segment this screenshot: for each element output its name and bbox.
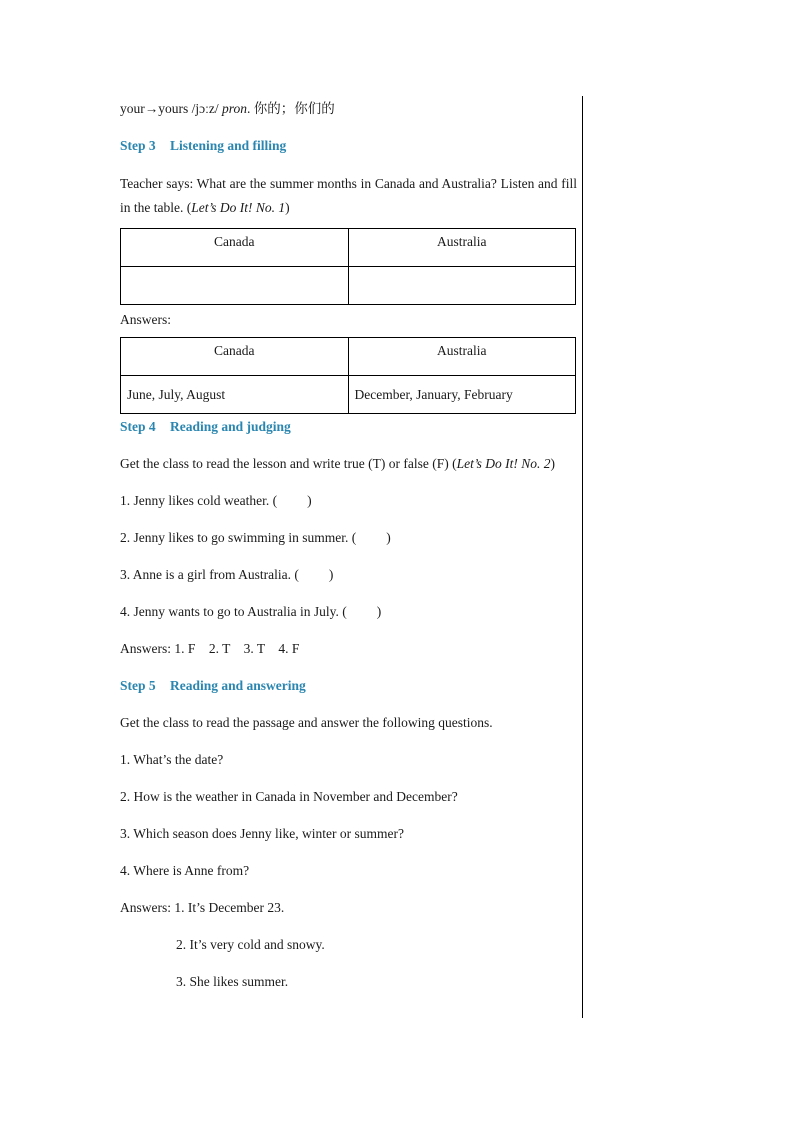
- vocab-line: [120, 98, 577, 120]
- fill-table-header: Canada: [121, 229, 349, 267]
- step3-instruction-text: Teacher says: What are the summer months in Canada and Australia? Listen and fill in the table. (: [120, 176, 577, 215]
- judge-item-close: ): [307, 493, 312, 508]
- answer-table-cell: December, January, February: [348, 376, 576, 414]
- vocab-meaning: . 你的；你们的: [247, 101, 335, 116]
- question-item: 3. Which season does Jenny like, winter or summer?: [120, 826, 404, 841]
- step3-heading: [120, 135, 577, 157]
- margin-rule: [582, 96, 583, 1018]
- lesson-content: [120, 98, 577, 1008]
- fill-table: [120, 228, 576, 305]
- judge-item-close: ): [376, 604, 382, 619]
- step4-number: Step 4: [120, 419, 156, 434]
- judge-item-text: 2. Jenny likes to go swimming in summer. (: [120, 530, 357, 545]
- step3-instruction-close: ): [285, 200, 290, 215]
- judge-item-text: 1. Jenny likes cold weather. (: [120, 493, 278, 508]
- step5-title: Reading and answering: [170, 678, 306, 693]
- fill-table-cell: [121, 267, 349, 305]
- step4-instruction-text: Get the class to read the lesson and write true (T) or false (F) (: [120, 456, 457, 471]
- judge-item-close: ): [386, 530, 391, 545]
- question-item: 1. What’s the date?: [120, 752, 224, 767]
- fill-table-cell: [348, 267, 576, 305]
- step3-title: Listening and filling: [170, 138, 287, 153]
- step3-answers-label: Answers:: [120, 312, 171, 327]
- step3-instruction: [120, 172, 577, 220]
- step4-reference: Let’s Do It! No. 2: [456, 456, 551, 471]
- fill-table-header: Australia: [348, 229, 576, 267]
- step5-answer-item: 2. It’s very cold and snowy.: [176, 937, 325, 952]
- step4-title: Reading and judging: [170, 419, 291, 434]
- step4-instruction: [120, 453, 577, 475]
- step3-reference: Let’s Do It! No. 1: [191, 200, 286, 215]
- step5-number: Step 5: [120, 678, 156, 693]
- step5-answer-item: 3. She likes summer.: [176, 974, 289, 989]
- step5-answers: Answers: 1. It’s December 23.: [120, 900, 285, 915]
- step4-answers: Answers: 1. F 2. T 3. T 4. F: [120, 641, 300, 656]
- step4-instruction-close: ): [550, 456, 556, 471]
- answer-table: [120, 337, 576, 414]
- step5-heading: [120, 675, 577, 697]
- vocab-word: your→yours /jɔːz/: [120, 101, 219, 116]
- question-item: 4. Where is Anne from?: [120, 863, 250, 878]
- judge-item-close: ): [328, 567, 334, 582]
- answer-table-cell: June, July, August: [121, 376, 349, 414]
- step5-instruction: Get the class to read the passage and answer the following questions.: [120, 715, 493, 730]
- answer-table-header: Australia: [348, 338, 576, 376]
- step3-number: Step 3: [120, 138, 156, 153]
- step4-heading: [120, 416, 577, 438]
- judge-item: [120, 490, 577, 512]
- judge-item: [120, 564, 577, 586]
- vocab-part-of-speech: pron: [221, 101, 247, 116]
- judge-item-text: 3. Anne is a girl from Australia. (: [120, 567, 299, 582]
- judge-item-text: 4. Jenny wants to go to Australia in July. (: [120, 604, 347, 619]
- answer-table-header: Canada: [121, 338, 349, 376]
- judge-item: [120, 601, 577, 623]
- judge-item: [120, 527, 577, 549]
- question-item: 2. How is the weather in Canada in November and December?: [120, 789, 458, 804]
